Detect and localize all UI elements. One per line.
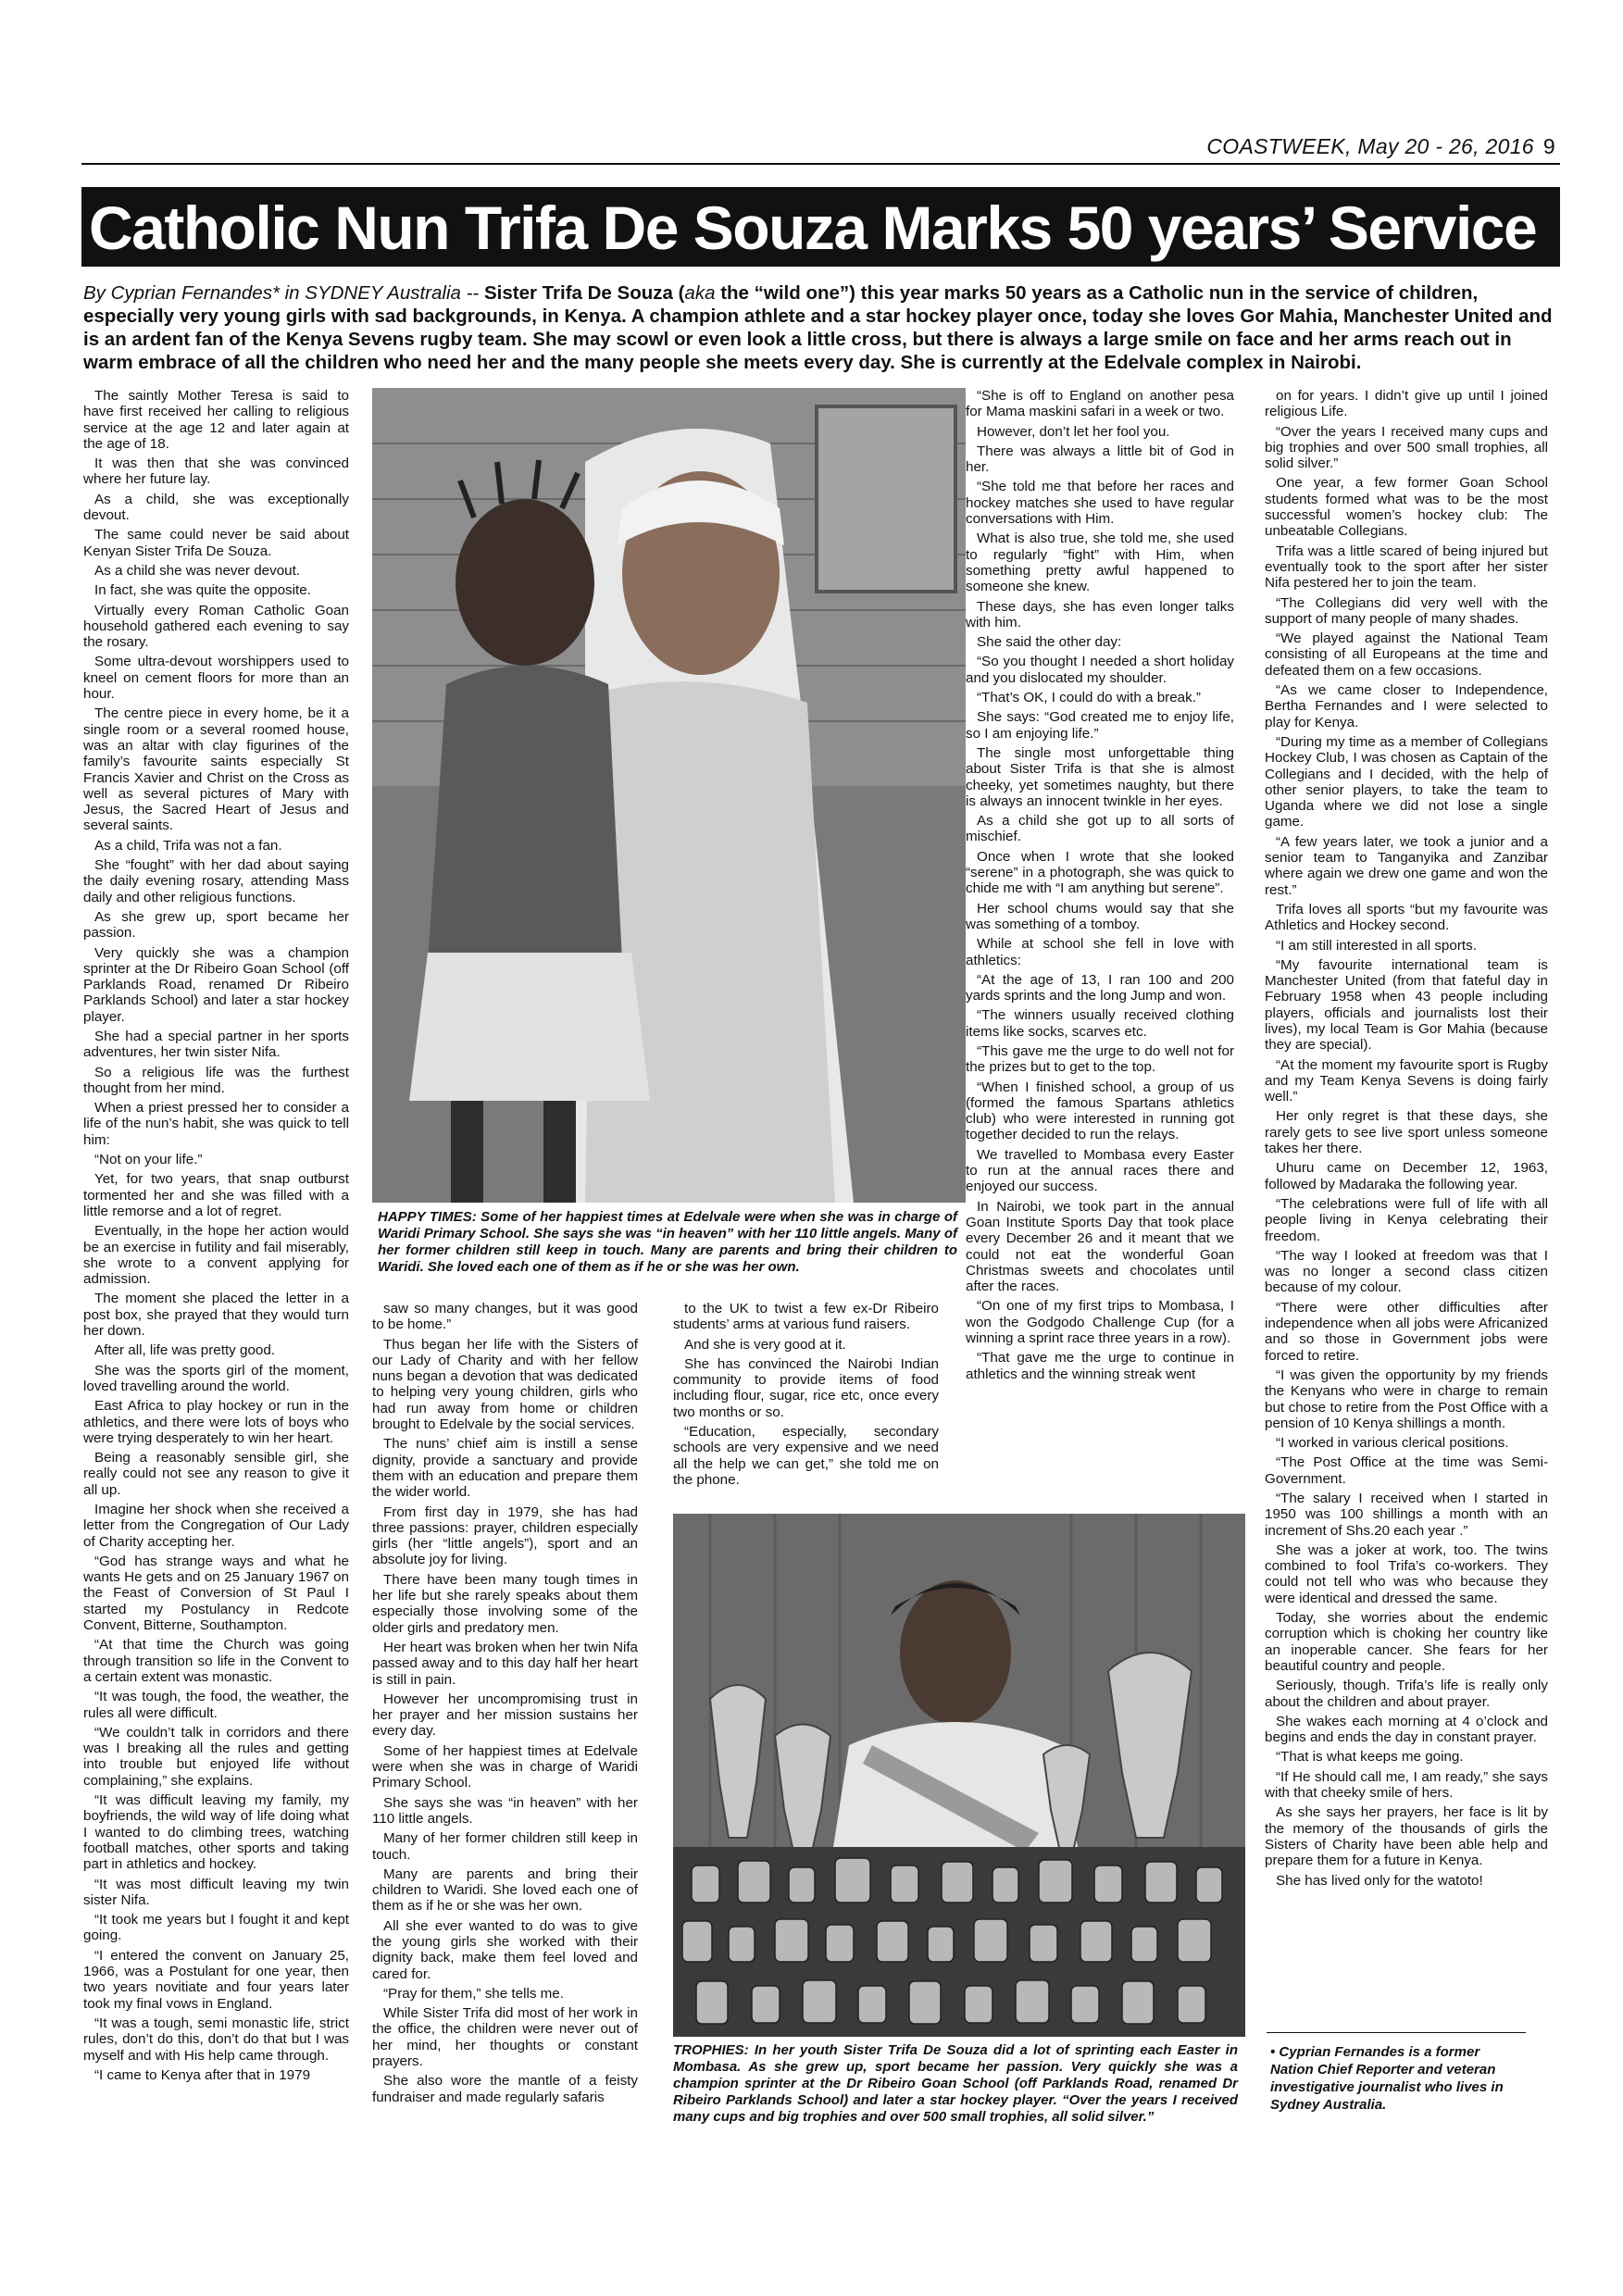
paragraph: While at school she fell in love with athletics:: [966, 936, 1234, 968]
photo-trophies: [673, 1514, 1245, 2037]
paragraph: In Nairobi, we took part in the annual Goan Institute Sports Day that took place every December 26 and it meant that we could not eat the wonderful Goan Christmas sweets and chocolates until after the races.: [966, 1198, 1234, 1295]
paragraph: “There were other difficulties after independence when all jobs were Africanized and so those in Government jobs were forced to retire.: [1265, 1299, 1548, 1364]
paragraph: “She told me that before her races and hockey matches she used to have regular conversations with Him.: [966, 479, 1234, 528]
paragraph: “Education, especially, secondary schools are very expensive and we need all the help we can get,” she told me on the phone.: [673, 1424, 939, 1488]
paragraph: “At that time the Church was going through transition so life in the Convent to a certain extent was monastic.: [83, 1637, 349, 1685]
paragraph: “It was tough, the food, the weather, the rules all were difficult.: [83, 1689, 349, 1721]
paragraph: However, don’t let her fool you.: [977, 423, 1170, 440]
paragraph: She said the other day:: [977, 634, 1122, 651]
paragraph: “We played against the National Team consisting of all Europeans at the time and defeated them on a few occasions.: [1265, 630, 1548, 679]
paragraph: “We couldn’t talk in corridors and there was I breaking all the rules and getting into trouble but enjoyed life without complaining,” she explains.: [83, 1724, 349, 1789]
paragraph: In fact, she was quite the opposite.: [94, 582, 311, 599]
paragraph: Seriously, though. Trifa’s life is really only about the children and about prayer.: [1265, 1678, 1548, 1710]
paragraph: Uhuru came on December 12, 1963, followed by Madaraka the following year.: [1265, 1160, 1548, 1192]
paragraph: “The winners usually received clothing items like socks, scarves etc.: [966, 1007, 1234, 1040]
paragraph: She has convinced the Nairobi Indian community to provide items of food including flour, sugar, rice etc, once every two months or so.: [673, 1355, 939, 1420]
paragraph: “Over the years I received many cups and big trophies and over 500 small trophies, all solid silver.”: [1265, 423, 1548, 472]
column-1: [83, 388, 349, 2087]
photo-nun-with-child-illustration: [372, 388, 966, 1203]
paragraph: She “fought” with her dad about saying the daily evening rosary, attending Mass daily and other religious functions.: [83, 857, 349, 905]
paragraph: “She is off to England on another pesa for Mama maskini safari in a week or two.: [966, 388, 1234, 420]
paragraph: Trifa was a little scared of being injured but eventually took to the sport after her sister Nifa pestered her to join the team.: [1265, 543, 1548, 592]
paragraph: What is also true, she told me, she used to regularly “fight” with Him, when something pretty awful happened to someone she knew.: [966, 530, 1234, 595]
page-folio: [1148, 134, 1555, 159]
paragraph: Virtually every Roman Catholic Goan household gathered each evening to say the rosary.: [83, 602, 349, 651]
paragraph: The saintly Mother Teresa is said to have first received her calling to religious service at the age 12 and later again at the age of 18.: [83, 388, 349, 452]
paragraph: “I am still interested in all sports.: [1276, 937, 1477, 954]
paragraph: “Pray for them,” she tells me.: [383, 1985, 564, 2002]
paragraph: “That’s OK, I could do with a break.”: [977, 690, 1201, 706]
paragraph: “On one of my first trips to Mombasa, I won the Godgodo Challenge Cup (for a winning a sprint race three years in a row).: [966, 1298, 1234, 1347]
paragraph: As a child she was never devout.: [94, 562, 301, 579]
paragraph: She was a joker at work, too. The twins combined to fool Trifa’s co-workers. They could not tell who was who because they were identical and dressed the same.: [1265, 1541, 1548, 1606]
paragraph: “The Post Office at the time was Semi-Government.: [1265, 1454, 1548, 1487]
author-note: • Cyprian Fernandes is a former Nation Chief Reporter and veteran investigative journalist who lives in Sydney Australia.: [1270, 2044, 1504, 2113]
paragraph: So a religious life was the furthest thought from her mind.: [83, 1064, 349, 1096]
paragraph: “The way I looked at freedom was that I was no longer a second class citizen because of my colour.: [1265, 1247, 1548, 1296]
intro-aka: aka: [684, 282, 716, 304]
paragraph: The moment she placed the letter in a post box, she prayed that they would turn her down.: [83, 1291, 349, 1340]
paragraph: “The salary I received when I started in 1950 was 100 shillings a month with an increment of Shs.20 each year .”: [1265, 1491, 1548, 1539]
paragraph: She wakes each morning at 4 o’clock and begins and ends the day in constant prayer.: [1265, 1713, 1548, 1746]
page-number: 9: [1542, 134, 1555, 158]
paragraph: “That is what keeps me going.: [1276, 1749, 1464, 1766]
paragraph: saw so many changes, but it was good to be home.”: [372, 1301, 638, 1333]
paragraph: “I worked in various clerical positions.: [1276, 1435, 1509, 1452]
paragraph: The centre piece in every home, be it a single room or a several roomed house, was an altar with clay figurines of the family’s favourite saints especially St Francis Xavier and Christ on the Cross as well as several pictures of Mary with Jesus, the Sacred Heart of Jesus and several saints.: [83, 705, 349, 834]
paragraph: She has lived only for the watoto!: [1276, 1872, 1483, 1889]
paragraph: As a child, she was exceptionally devout.: [83, 491, 349, 524]
paragraph: Thus began her life with the Sisters of our Lady of Charity and with her fellow nuns began a devotion that was dedicated to helping very young children, girls who had run away from home or children brought to Edelvale by the social services.: [372, 1336, 638, 1433]
paragraph: All she ever wanted to do was to give the young girls she worked with their dignity back, make them feel loved and cared for.: [372, 1917, 638, 1982]
column-3: [673, 1301, 939, 1491]
paragraph: When a priest pressed her to consider a life of the nun’s habit, she was quick to tell him:: [83, 1100, 349, 1148]
paragraph: “My favourite international team is Manchester United (from that fateful day in February 1958 when 43 people including players, officials and journalists lost their lives), my local Team is Gor Mahia (because they are special).: [1265, 956, 1548, 1054]
column-2: [372, 1301, 638, 2109]
top-rule: [81, 163, 1560, 165]
paragraph: While Sister Trifa did most of her work in the office, the children were never out of her mind, her thoughts or constant prayers.: [372, 2005, 638, 2070]
paragraph: “When I finished school, a group of us (formed the famous Spartans athletics club) who were interested in running got together decided to run the relays.: [966, 1079, 1234, 1143]
paragraph: on for years. I didn’t give up until I joined religious Life.: [1265, 388, 1548, 420]
paragraph: Many are parents and bring their children to Waridi. She loved each one of them as if he or she was her own.: [372, 1866, 638, 1915]
paragraph: Many of her former children still keep in touch.: [372, 1830, 638, 1863]
paragraph: The single most unforgettable thing about Sister Trifa is that she is almost cheeky, yet sometimes naughty, but there is always an innocent twinkle in her eyes.: [966, 744, 1234, 809]
headline: Catholic Nun Trifa De Souza Marks 50 years’ Service: [89, 193, 1537, 262]
paragraph: She says she was “in heaven” with her 110 little angels.: [372, 1794, 638, 1827]
paragraph: From first day in 1979, she has had three passions: prayer, children especially girls (her “little angels”), sport and an absolute joy for living.: [372, 1504, 638, 1568]
paragraph: There was always a little bit of God in her.: [966, 443, 1234, 476]
paragraph: “So you thought I needed a short holiday and you dislocated my shoulder.: [966, 654, 1234, 686]
paragraph: She says: “God created me to enjoy life, so I am enjoying life.”: [966, 709, 1234, 742]
photo1-caption: HAPPY TIMES: Some of her happiest times at Edelvale were when she was in charge of Waridi Primary School. She says she was “in heaven” with her 110 little angels. Many of her former children still keep in touch. Many are parents and bring their children to Waridi. She loved each one of them as if he or she was her own.: [378, 1209, 957, 1275]
paragraph: “If He should call me, I am ready,” she says with that cheeky smile of hers.: [1265, 1768, 1548, 1802]
paragraph: The nuns’ chief aim is instill a sense dignity, provide a sanctuary and provide them with an education and prepare them the wider world.: [372, 1436, 638, 1501]
column-5: [1265, 388, 1548, 1892]
paragraph: “At the moment my favourite sport is Rugby and my Team Kenya Sevens is doing fairly well.”: [1265, 1056, 1548, 1105]
paragraph: The same could never be said about Kenyan Sister Trifa De Souza.: [83, 527, 349, 559]
paragraph: “A few years later, we took a junior and a senior team to Tanganyika and Zanzibar where again we drew one game and won the rest.”: [1265, 833, 1548, 898]
paragraph: “It was most difficult leaving my twin sister Nifa.: [83, 1876, 349, 1908]
paragraph: “I came to Kenya after that in 1979: [94, 2066, 311, 2083]
paragraph: And she is very good at it.: [684, 1336, 846, 1353]
author-note-rule: [1267, 2032, 1526, 2033]
paragraph: There have been many tough times in her life but she rarely speaks about them especially those involving some of the older girls and predatory men.: [372, 1571, 638, 1636]
paragraph: She also wore the mantle of a feisty fundraiser and made regularly safaris: [372, 2073, 638, 2105]
folio-text: COASTWEEK, May 20 - 26, 2016: [1206, 134, 1534, 158]
paragraph: “I entered the convent on January 25, 1966, was a Postulant for one year, then two years novitiate and four years later took my final vows in England.: [83, 1947, 349, 2012]
paragraph: “Not on your life.”: [94, 1152, 203, 1168]
paragraph: Trifa loves all sports “but my favourite was Athletics and Hockey second.: [1265, 901, 1548, 934]
photo2-caption: TROPHIES: In her youth Sister Trifa De Souza did a lot of sprinting each Easter in Mombasa. As she grew up, sport became her passion. Very quickly she was a champion sprinter at the Dr Ribeiro Goan School (off Parklands Road, renamed Dr Ribeiro Parklands School) and later a star hockey player. “Over the years I received many cups and big trophies and over 500 small trophies, all solid silver.”: [673, 2042, 1238, 2125]
paragraph: Her only regret is that these days, she rarely gets to see live sport unless someone takes her there.: [1265, 1108, 1548, 1157]
paragraph: “It took me years but I fought it and kept going.: [83, 1912, 349, 1944]
paragraph: Eventually, in the hope her action would be an exercise in futility and fail miserably, she wrote to a convent applying for admission.: [83, 1223, 349, 1288]
photo-nun-with-child: [372, 388, 966, 1203]
intro-part-b: the “wild one”) this year marks 50 years as a Catholic nun in the service of children, especially very young girls with sad backgrounds, in Kenya. A champion athlete and a star hockey player once, today she loves Gor Mahia, Manchester United and is an ardent fan of the Kenya Sevens rugby team. She may scowl or even look a little cross, but there is always a large smile on face and her arms reach out in warm embrace of all the children who need her and the many people she meets every day. She is currently at the Edelvale complex in Nairobi.: [83, 282, 1553, 373]
paragraph: “God has strange ways and what he wants He gets and on 25 January 1967 on the Feast of Conversion of St Paul I started my Postulancy in Redcote Convent, Bitterne, Southampton.: [83, 1553, 349, 1634]
intro-part-a: Sister Trifa De Souza (: [483, 282, 685, 304]
paragraph: Being a reasonably sensible girl, she really could not see any reason to give it all up.: [83, 1450, 349, 1498]
paragraph: As a child she got up to all sorts of mischief.: [966, 813, 1234, 845]
paragraph: We travelled to Mombasa every Easter to run at the annual races there and enjoyed our success.: [966, 1146, 1234, 1195]
paragraph: These days, she has even longer talks with him.: [966, 598, 1234, 630]
paragraph: “It was difficult leaving my family, my boyfriends, the wild way of life doing what I wanted to do climbing trees, watching football matches, other sports and taking part in athletics and hockey.: [83, 1792, 349, 1873]
paragraph: Very quickly she was a champion sprinter at the Dr Ribeiro Goan School (off Parklands Road, renamed Dr Ribeiro Parklands School) and later a star hockey player.: [83, 944, 349, 1025]
paragraph: “This gave me the urge to do well not for the prizes but to get to the top.: [966, 1042, 1234, 1076]
paragraph: As she says her prayers, her face is lit by the memory of the thousands of girls the Sisters of Charity have been able help and prepare them for a future in Kenya.: [1265, 1804, 1548, 1869]
paragraph: Imagine her shock when she received a letter from the Congregation of Our Lady of Charity accepting her.: [83, 1502, 349, 1550]
paragraph: East Africa to play hockey or run in the athletics, and there were lots of boys who were trying desperately to win her heart.: [83, 1398, 349, 1446]
column-4: [966, 388, 1234, 1386]
paragraph: “The Collegians did very well with the support of many people of many shades.: [1265, 594, 1548, 627]
paragraph: “As we came closer to Independence, Bertha Fernandes and I were selected to play for Kenya.: [1265, 682, 1548, 730]
paragraph: She had a special partner in her sports adventures, her twin sister Nifa.: [83, 1028, 349, 1061]
paragraph: “It was a tough, semi monastic life, strict rules, don’t do this, don’t do that but I was myself and with His help came through.: [83, 2015, 349, 2064]
paragraph: to the UK to twist a few ex-Dr Ribeiro students’ arms at various fund raisers.: [673, 1301, 939, 1333]
paragraph: “During my time as a member of Collegians Hockey Club, I was chosen as Captain of the Collegians and I decided, with the help of other senior players, to take the team to Uganda where we did not lose a single game.: [1265, 733, 1548, 830]
paragraph: Some of her happiest times at Edelvale were when she was in charge of Waridi Primary School.: [372, 1742, 638, 1791]
paragraph: As she grew up, sport became her passion.: [83, 908, 349, 942]
paragraph: Her school chums would say that she was something of a tomboy.: [966, 900, 1234, 932]
intro-paragraph: [83, 281, 1560, 374]
paragraph: Yet, for two years, that snap outburst tormented her and she was filled with a little remorse and a lot of regret.: [83, 1171, 349, 1219]
paragraph: Once when I wrote that she looked “serene” in a photograph, she was quick to chide me with “I am anything but serene”.: [966, 848, 1234, 897]
paragraph: After all, life was pretty good.: [94, 1342, 275, 1359]
paragraph: Her heart was broken when her twin Nifa passed away and to this day half her heart is still in pain.: [372, 1639, 638, 1688]
paragraph: “At the age of 13, I ran 100 and 200 yards sprints and the long Jump and won.: [966, 971, 1234, 1004]
paragraph: She was the sports girl of the moment, loved travelling around the world.: [83, 1362, 349, 1394]
paragraph: It was then that she was convinced where her future lay.: [83, 455, 349, 488]
byline: By Cyprian Fernandes* in SYDNEY Australia --: [83, 282, 480, 304]
paragraph: Today, she worries about the endemic corruption which is choking her country like an inoperable cancer. She fears for her beautiful country and people.: [1265, 1610, 1548, 1674]
paragraph: Some ultra-devout worshippers used to kneel on cement floors for more than an hour.: [83, 654, 349, 703]
paragraph: “That gave me the urge to continue in athletics and the winning streak went: [966, 1350, 1234, 1382]
paragraph: “I was given the opportunity by my friends the Kenyans who were in charge to remain but chose to retire from the Post Office with a pension of 10 Kenya shillings a month.: [1265, 1366, 1548, 1431]
paragraph: As a child, Trifa was not a fan.: [94, 837, 282, 854]
paragraph: “The celebrations were full of life with all people living in Kenya celebrating their freedom.: [1265, 1195, 1548, 1244]
photo-trophies-illustration: [673, 1514, 1245, 2037]
paragraph: However her uncompromising trust in her prayer and her mission sustains her every day.: [372, 1691, 638, 1740]
paragraph: One year, a few former Goan School students formed what was to be the most successful women’s hockey club: The unbeatable Collegians.: [1265, 475, 1548, 540]
